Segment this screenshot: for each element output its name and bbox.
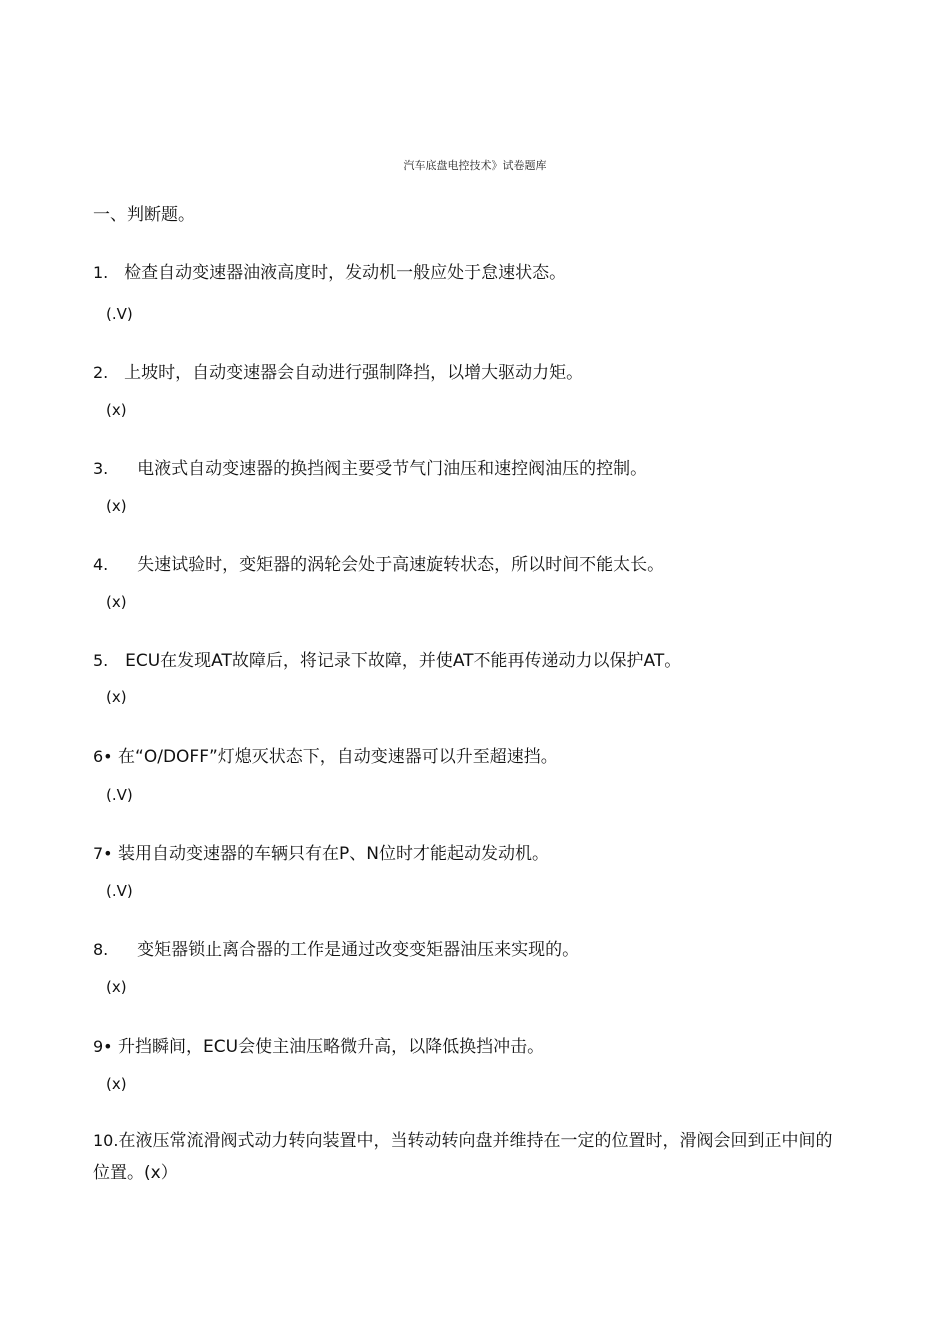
question-number: 3. [93,459,109,478]
answer-2: (x) [106,401,127,419]
question-text: ECU在发现AT故障后，将记录下故障，并使AT不能再传递动力以保护AT。 [125,651,682,671]
answer-4: (x) [106,593,127,611]
question-text: 升挡瞬间，ECU会使主油压略微升高，以降低换挡冲击。 [118,1037,545,1057]
question-text: 电液式自动变速器的换挡阀主要受节气门油压和速控阀油压的控制。 [137,459,648,479]
question-2 [93,360,583,386]
question-text: 变矩器锁止离合器的工作是通过改变变矩器油压来实现的。 [137,940,580,960]
answer-6: (.V) [106,786,133,804]
answer-9: (x) [106,1075,127,1093]
question-8 [93,937,579,963]
question-number: 6• [93,747,113,766]
question-text: 检查自动变速器油液高度时，发动机一般应处于怠速状态。 [124,263,567,283]
question-1 [93,260,566,286]
question-number: 9• [93,1037,113,1056]
question-4 [93,552,664,578]
section-title: 一、判断题。 [93,205,195,225]
question-7 [93,841,549,867]
answer-7: (.V) [106,882,133,900]
question-text: 装用自动变速器的车辆只有在P、N位时才能起动发动机。 [118,844,549,864]
document-title: 汽车底盘电控技术》试卷题库 [403,159,547,172]
answer-3: (x) [106,497,127,515]
question-text: 失速试验时，变矩器的涡轮会处于高速旋转状态，所以时间不能太长。 [137,555,665,575]
question-number: 5. [93,651,109,670]
question-text: 在液压常流滑阀式动力转向装置中，当转动转向盘并维持在一定的位置时，滑阀会回到正中间的位置。(x） [93,1131,833,1183]
question-9 [93,1034,544,1060]
answer-8: (x) [106,978,127,996]
question-number: 8. [93,940,109,959]
question-text: 在“O/DOFF”灯熄灭状态下，自动变速器可以升至超速挡。 [118,747,558,767]
question-6 [93,744,558,770]
question-text: 上坡时，自动变速器会自动进行强制降挡，以增大驱动力矩。 [124,363,584,383]
question-10 [93,1125,833,1189]
question-number: 1. [93,263,109,282]
question-number: 7• [93,844,113,863]
question-5 [93,648,681,674]
question-number: 10. [93,1131,119,1150]
question-number: 4. [93,555,109,574]
answer-5: (x) [106,688,127,706]
question-number: 2. [93,363,109,382]
question-3 [93,456,647,482]
answer-1: (.V) [106,305,133,323]
